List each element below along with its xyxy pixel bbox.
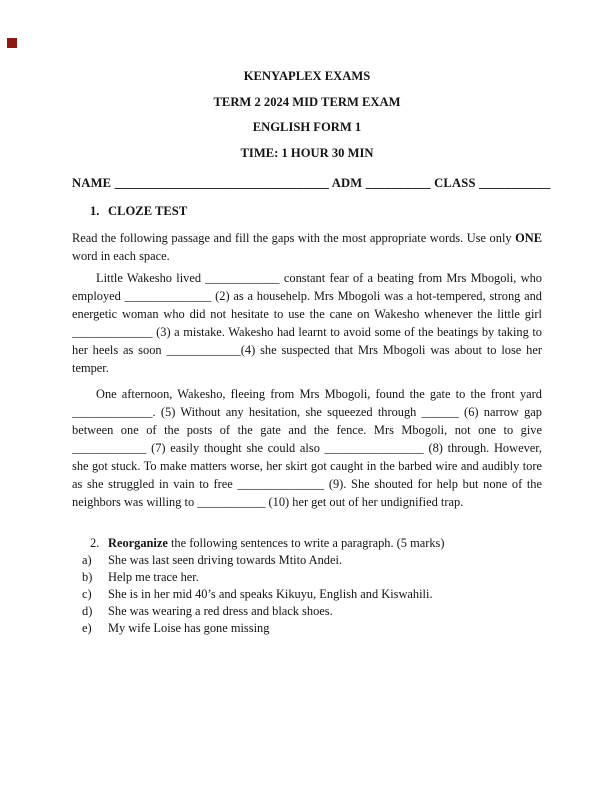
cloze-instructions <box>72 229 542 265</box>
cloze-instructions-emphasis: ONE <box>515 230 542 245</box>
name-label: NAME <box>72 175 112 190</box>
adm-label: ADM <box>331 175 363 190</box>
cloze-instructions-text: Read the following passage and fill the gaps with the most appropriate words. Use only <box>72 230 516 245</box>
exam-term-title: TERM 2 2024 MID TERM EXAM <box>213 94 401 109</box>
list-item-text: She is in her mid 40’s and speaks Kikuyu, English and Kiswahili. <box>108 586 433 601</box>
list-item-text: My wife Loise has gone missing <box>108 620 270 635</box>
list-item-text: She was wearing a red dress and black shoes. <box>108 603 333 618</box>
list-item-letter: a) <box>82 552 92 567</box>
list-item-text: Help me trace her. <box>108 569 199 584</box>
cloze-passage-paragraph-1: Little Wakesho lived ____________ constant fear of a beating from Mrs Mbogoli, who employed ______________ (2) as a househelp. Mrs Mbogoli was a hot-tempered, strong and energetic woman who did not hesitate to use the cane on Wakesho whenever the little girl _____________ (3) a mistake. Wakesho had learnt to avoid some of the beatings by taking to her heels as soon ____________(4) she suspected that Mrs Mbogoli was about to lose her temper. <box>72 270 542 375</box>
question-1-heading <box>72 204 542 218</box>
question-1-number: 1. <box>90 203 100 218</box>
exam-subject-title: ENGLISH FORM 1 <box>252 120 362 134</box>
list-item <box>72 552 542 569</box>
class-blank-line: ___________ <box>479 175 551 190</box>
list-item-letter: b) <box>82 569 93 584</box>
question-2-heading <box>72 535 542 552</box>
class-label: CLASS <box>434 175 476 190</box>
question-2-title-rest: the following sentences to write a paragraph. (5 marks) <box>167 535 445 550</box>
question-2-keyword: Reorganize <box>108 535 168 550</box>
page-corner-mark <box>7 38 17 48</box>
question-1-title: CLOZE TEST <box>108 203 188 218</box>
list-item-letter: e) <box>82 620 92 635</box>
name-blank-line: _________________________________ <box>114 175 330 190</box>
list-item <box>72 586 542 603</box>
cloze-passage-paragraph-2: One afternoon, Wakesho, fleeing from Mrs Mbogoli, found the gate to the front yard _____________. (5) Without any hesitation, she squeezed through ______ (6) narrow gap between one of the posts of the gate and the fence. Mrs Mbogoli, not one to give ____________ (7) easily thought she could also ________________ (8) through. However, she got stuck. To make matters worse, her skirt got caught in the barbed wire and audibly tore as she struggled in vain to free ______________ (9). She shouted for help but none of the neighbors was willing to ___________ (10) her get out of her undignified trap. <box>72 386 542 509</box>
candidate-details-line <box>72 175 551 190</box>
adm-blank-line: __________ <box>365 175 431 190</box>
cloze-instructions-tail: word in each space. <box>72 248 170 263</box>
page-content <box>72 69 551 637</box>
exam-board-title: KENYAPLEX EXAMS <box>243 69 371 83</box>
list-item-letter: c) <box>82 586 92 601</box>
list-item-text: She was last seen driving towards Mtito Andei. <box>108 552 343 567</box>
list-item-letter: d) <box>82 603 93 618</box>
question-2-sentence-list <box>72 552 542 637</box>
list-item <box>72 603 542 620</box>
list-item <box>72 620 542 637</box>
list-item <box>72 569 542 586</box>
exam-time-title: TIME: 1 HOUR 30 MIN <box>240 145 374 160</box>
question-2-number: 2. <box>90 535 100 550</box>
